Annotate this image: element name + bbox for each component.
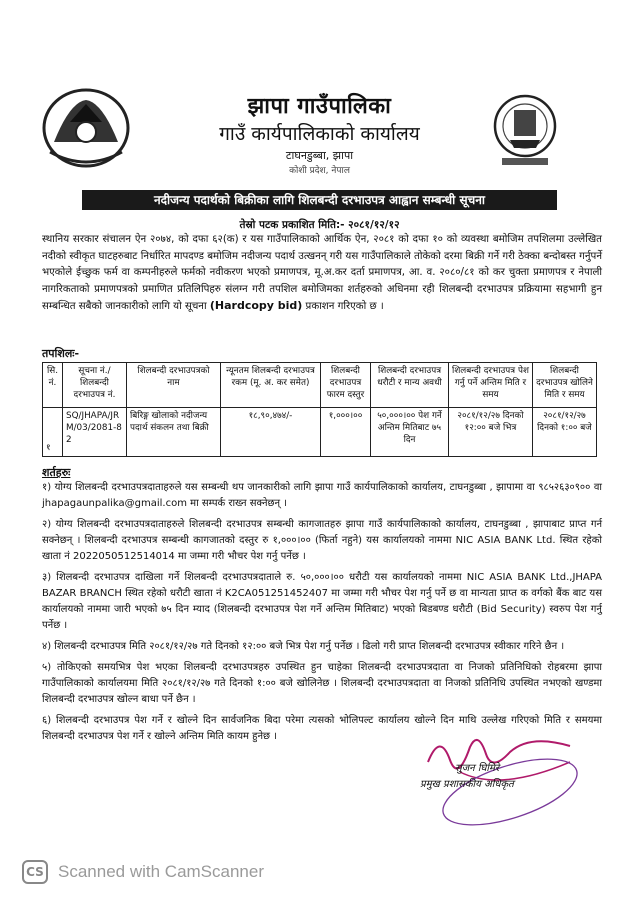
column-header: शिलबन्दी दरभाउपत्र पेश गर्नु पर्ने अन्तिम मिति र समय [449,363,533,408]
cell-min-amount: १८,९०,४७४/- [221,408,321,457]
notice-title: नदीजन्य पदार्थको बिक्रीका लागि शिलबन्दी दरभाउपत्र आह्वान सम्बन्धी सूचना [82,190,557,210]
term-item: ५) तोकिएको समयभित्र पेश भएका शिलबन्दी दरभाउपत्रहरु उपस्थित हुन चाहेका शिलबन्दी दरभाउपत्रदाता वा निजको प्रतिनिधिको रोहबरमा झापा गाउँपालिकाको कार्यालयमा मिति २०८१/१२/२७ गते दिनको १:०० बजे खोलिनेछ । शिलबन्दी दरभाउपत्रदाता वा निजको प्रतिनिधि उपस्थित नभएको खण्डमा शिलबन्दी दरभाउपत्र खोल्न बाधा पर्ने छैन । [42,662,602,705]
term-item: २) योग्य शिलबन्दी दरभाउपत्रदाताहरुले शिलबन्दी दरभाउपत्र सम्बन्धी कागजातहरु झापा गाउँ कार्यपालिकाको कार्यालय, टाघनडुब्बा , झापाबाट प्राप्त गर्न सक्नेछन् । शिलबन्दी दरभाउपत्र सम्बन्धी कागजातको दस्तुर रु १,०००।०० (फिर्ता नहुने) यस कार्यालयको नाममा NIC ASIA BANK Ltd. स्थित रहेको खाता नं 2022050512514014 मा जम्मा गरी भौचर पेश गर्नु पर्नेछ । [42,519,602,562]
camscanner-logo-icon: CS [22,860,48,884]
column-header: सि. नं. [43,363,63,408]
table-row [43,408,597,457]
cell-sn: १ [43,408,63,457]
term-item: ४) शिलबन्दी दरभाउपत्र मिति २०८१/१२/२७ गते दिनको १२:०० बजे भित्र पेश गर्नु पर्नेछ । ढिलो गरी प्राप्त शिलबन्दी दरभाउपत्र स्वीकार गरिने छैन । [42,641,565,652]
cell-submit-deadline: २०८१/१२/२७ दिनको १२:०० बजे भित्र [449,408,533,457]
signatory-title: प्रमुख प्रशासकीय अधिकृत [420,779,514,790]
terms-heading: शर्तहरुः [42,466,71,479]
publish-date: तेस्रो पटक प्रकाशित मिति:- २०८१/१२/१२ [239,219,400,231]
camscanner-watermark [22,858,264,886]
term-item: १) योग्य शिलबन्दी दरभाउपत्रदाताहरुले यस सम्बन्धी थप जानकारीको लागि झापा गाउँ कार्यपालिकाको कार्यालय, टाघनडुब्बा , झापामा वा ९८५२६३०९०० वा jhapagaunpalika@gmail.com मा सम्पर्क राख्न सक्नेछन् । [42,482,602,509]
cell-bid-name: बिरिङ्ग खोलाको नदीजन्य पदार्थ संकलन तथा बिक्री [127,408,221,457]
table-header-row [43,363,597,408]
intro-text: स्थानिय सरकार संचालन ऐन २०७४, को दफा ६२(क) र यस गाउँपालिकाको आर्थिक ऐन, २०८१ को दफा १० को व्यवस्था बमोजिम तपशिलमा उल्लेखित नदीको स्वीकृत घाटहरुबाट निर्धारित मापदण्ड बमोजिम नदीजन्य पदार्थ उत्खनन् गरी यस गाउँपालिकाले तोकेको दरमा बिक्री गर्ने गरी ठेक्का बन्दोबस्त गर्नुपर्ने भएकोले ईच्छुक फर्म वा कम्पनीहरुले फर्मको नवीकरण भएको प्रमाणपत्र, मू.अ.कर दर्ता प्रमाणपत्र, आ. व. २०८०/८१ को कर चुक्ता प्रमाणपत्र र नेपाली नागरिकताको प्रमाणपत्रको प्रमाणित प्रतिलिपिहरु संलग्न गरी तपशिल बमोजिमका शर्तहरुको अधिनमा रही शिलबन्दी दरभाउपत्र प्रक्रियामा सहभागी हुन सम्बन्धित सबैको जानकारीको लागि यो सूचना [42,234,602,313]
terms-list [42,480,602,750]
cell-form-fee: १,०००।०० [321,408,371,457]
municipality-name: झापा गाउँपालिका [247,94,392,119]
column-header: शिलबन्दी दरभाउपत्रको नाम [127,363,221,408]
cell-deposit: ५०,०००।०० पेश गर्ने अन्तिम मितिबाट ७५ दिन [371,408,449,457]
office-province: कोशी प्रदेश, नेपाल [289,166,350,176]
scanner-text: Scanned with CamScanner [58,862,265,881]
intro-paragraph [42,232,602,316]
office-name: गाउँ कार्यपालिकाको कार्यालय [219,123,420,145]
column-header: सूचना नं./ शिलबन्दी दरभाउपत्र नं. [63,363,127,408]
term-item: ३) शिलबन्दी दरभाउपत्र दाखिला गर्ने शिलबन्दी दरभाउपत्रदाताले रु. ५०,०००।०० धरौटी यस कार्यालयको नाममा NIC ASIA BANK Ltd.,JHAPA BAZAR BRANCH स्थित रहेको धरौटी खाता नं K2CA051251452407 मा जम्मा गरी भौचर पेश गर्नु पर्ने छ वा मान्यता प्राप्त क वर्गको बैंक बाट यस कार्यालयको नाममा जारी भएको ७५ दिन म्याद (शिलबन्दी दरभाउपत्र पेश गर्ने अन्तिम मितिबाट) भएको बिडबण्ड धरौटी (Bid Security) स्वरुप पेश गर्नु पर्नेछ । [42,572,602,631]
cell-open-time: २०८१/१२/२७ दिनको १:०० बजे [533,408,597,457]
details-table [42,362,597,457]
details-heading: तपशिलः- [42,347,80,360]
intro-hardcopy-bid: (Hardcopy bid) [209,299,303,313]
office-address: टाघनडुब्बा, झापा [285,149,354,162]
signatory-name: सुजन घिमिरे [455,763,500,774]
term-item: ६) शिलबन्दी दरभाउपत्र पेश गर्ने र खोल्ने दिन सार्वजनिक बिदा परेमा त्यसको भोलिपल्ट कार्यालय खोल्ने दिन माथि उल्लेख गरिएको मिति र समयमा शिलबन्दी दरभाउपत्र पेश गर्ने र खोल्ने अन्तिम मिति कायम हुनेछ । [42,715,602,742]
column-header: शिलबन्दी दरभाउपत्र धरौटी र मान्य अवधी [371,363,449,408]
column-header: शिलबन्दी दरभाउपत्र खोलिने मिति र समय [533,363,597,408]
column-header: शिलबन्दी दरभाउपत्र फारम दस्तुर [321,363,371,408]
intro-end: प्रकाशन गरिएको छ । [302,301,384,313]
cell-notice-no: SQ/JHAPA/JRM/03/2081-82 [63,408,127,457]
column-header: न्यूनतम शिलबन्दी दरभाउपत्र रकम (मू. अ. कर समेत) [221,363,321,408]
